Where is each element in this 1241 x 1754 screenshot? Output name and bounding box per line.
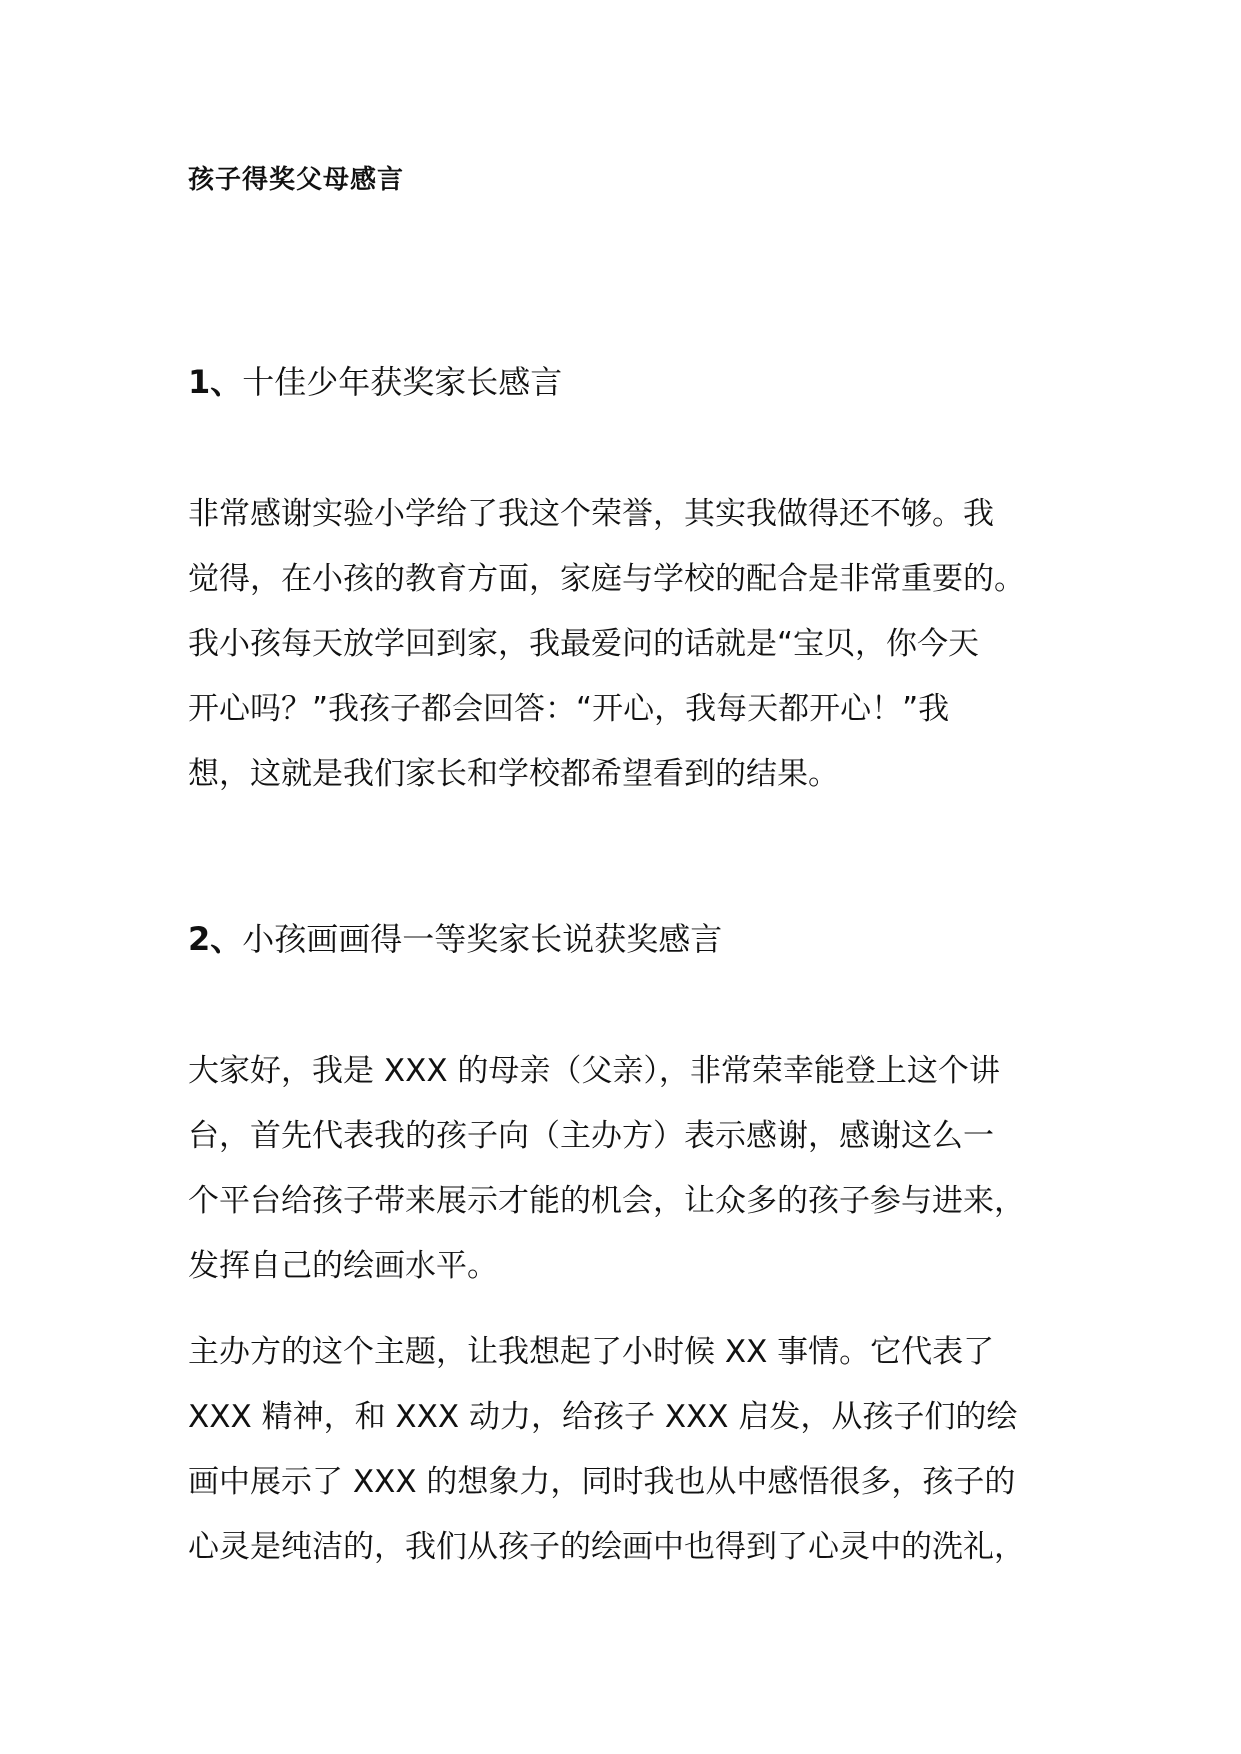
section-2-heading <box>188 917 722 961</box>
text-line: 想，这就是我们家长和学校都希望看到的结果。 <box>188 756 839 792</box>
text-line: 大家好，我是 XXX 的母亲（父亲），非常荣幸能登上这个讲 <box>188 1053 1000 1089</box>
document-title: 孩子得奖父母感言 <box>188 165 405 195</box>
section-1-paragraph-1 <box>188 492 1068 817</box>
text-line: 我小孩每天放学回到家，我最爱问的话就是“宝贝，你今天 <box>188 626 980 662</box>
text-line: 非常感谢实验小学给了我这个荣誉，其实我做得还不够。我 <box>188 496 994 532</box>
text-line: 开心吗？”我孩子都会回答：“开心，我每天都开心！”我 <box>188 691 950 727</box>
section-1-heading-text: 十佳少年获奖家长感言 <box>242 363 563 401</box>
text-line: 个平台给孩子带来展示才能的机会，让众多的孩子参与进来， <box>188 1183 1025 1219</box>
section-1-heading <box>188 360 562 404</box>
section-1-number: 1、 <box>188 363 243 401</box>
text-line: 主办方的这个主题，让我想起了小时候 XX 事情。它代表了 <box>188 1334 995 1370</box>
section-2-number: 2、 <box>188 920 243 958</box>
text-line: XXX 精神，和 XXX 动力，给孩子 XXX 启发，从孩子们的绘 <box>188 1399 1018 1435</box>
section-2-heading-text: 小孩画画得一等奖家长说获奖感言 <box>242 920 723 958</box>
text-line: 台，首先代表我的孩子向（主办方）表示感谢，感谢这么一 <box>188 1118 994 1154</box>
section-2-paragraph-1 <box>188 1049 1068 1309</box>
text-line: 发挥自己的绘画水平。 <box>188 1248 498 1284</box>
text-line: 画中展示了 XXX 的想象力，同时我也从中感悟很多，孩子的 <box>188 1464 1016 1500</box>
section-2-paragraph-2 <box>188 1330 1068 1590</box>
text-line: 觉得，在小孩的教育方面，家庭与学校的配合是非常重要的。 <box>188 561 1025 597</box>
text-line: 心灵是纯洁的，我们从孩子的绘画中也得到了心灵中的洗礼， <box>188 1529 1025 1565</box>
